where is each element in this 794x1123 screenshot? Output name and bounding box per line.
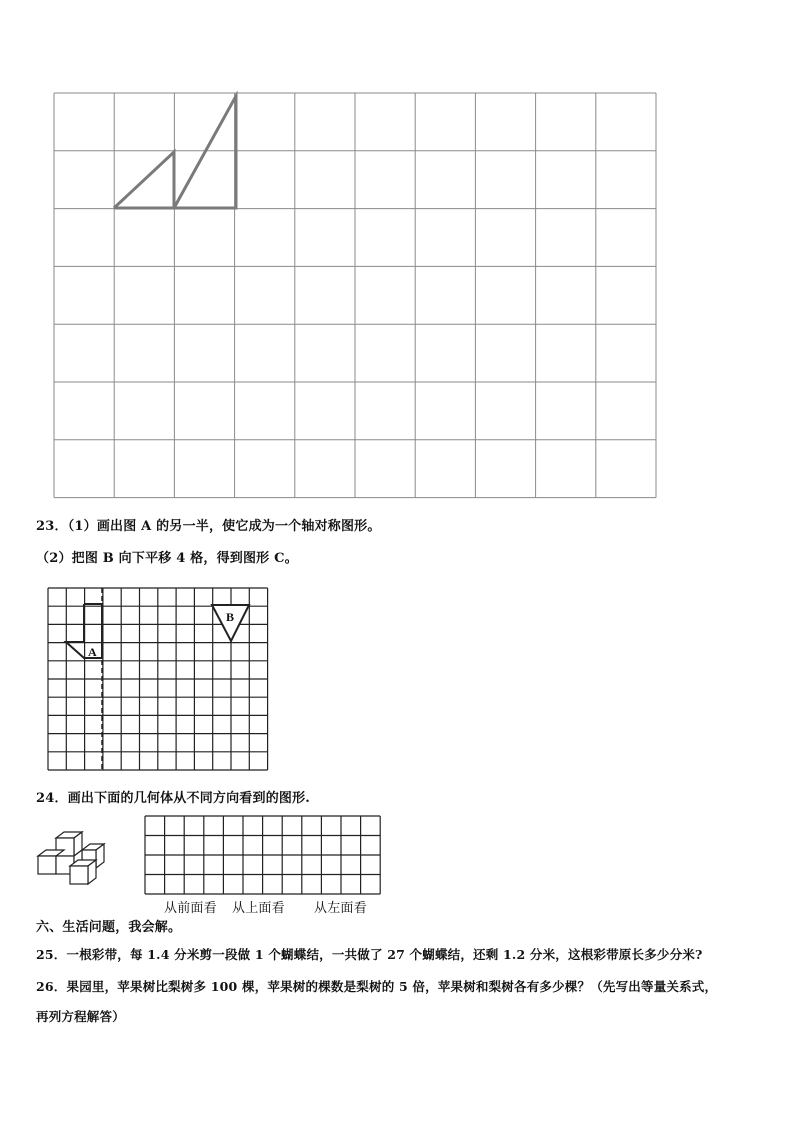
- figure-a-label: A: [88, 645, 97, 659]
- view-top-label: 从上面看: [232, 901, 285, 916]
- view-left-label: 从左面看: [314, 901, 367, 916]
- view-front-label: 从前面看: [164, 901, 217, 916]
- figure-b-label: B: [226, 610, 235, 624]
- q26-line1: 26．果园里，苹果树比梨树多 100 棵，苹果树的棵数是梨树的 5 倍，苹果树和梨树各有多少棵？（先写出等量关系式，: [36, 979, 718, 994]
- q24-prompt: 24．画出下面的几何体从不同方向看到的图形.: [36, 791, 311, 806]
- section6-heading: 六、生活问题，我会解。: [36, 920, 182, 935]
- q23-line1: 23．（1）画出图 A 的另一半，使它成为一个轴对称图形。: [36, 519, 381, 534]
- q23-line2: （2）把图 B 向下平移 4 格，得到图形 C。: [36, 551, 298, 566]
- q26-line2: 再列方程解答）: [36, 1009, 125, 1024]
- q25-text: 25．一根彩带，每 1.4 分米剪一段做 1 个蝴蝶结，一共做了 27 个蝴蝶结，还剩 1.2 分米，这根彩带原长多少分米?: [36, 947, 703, 962]
